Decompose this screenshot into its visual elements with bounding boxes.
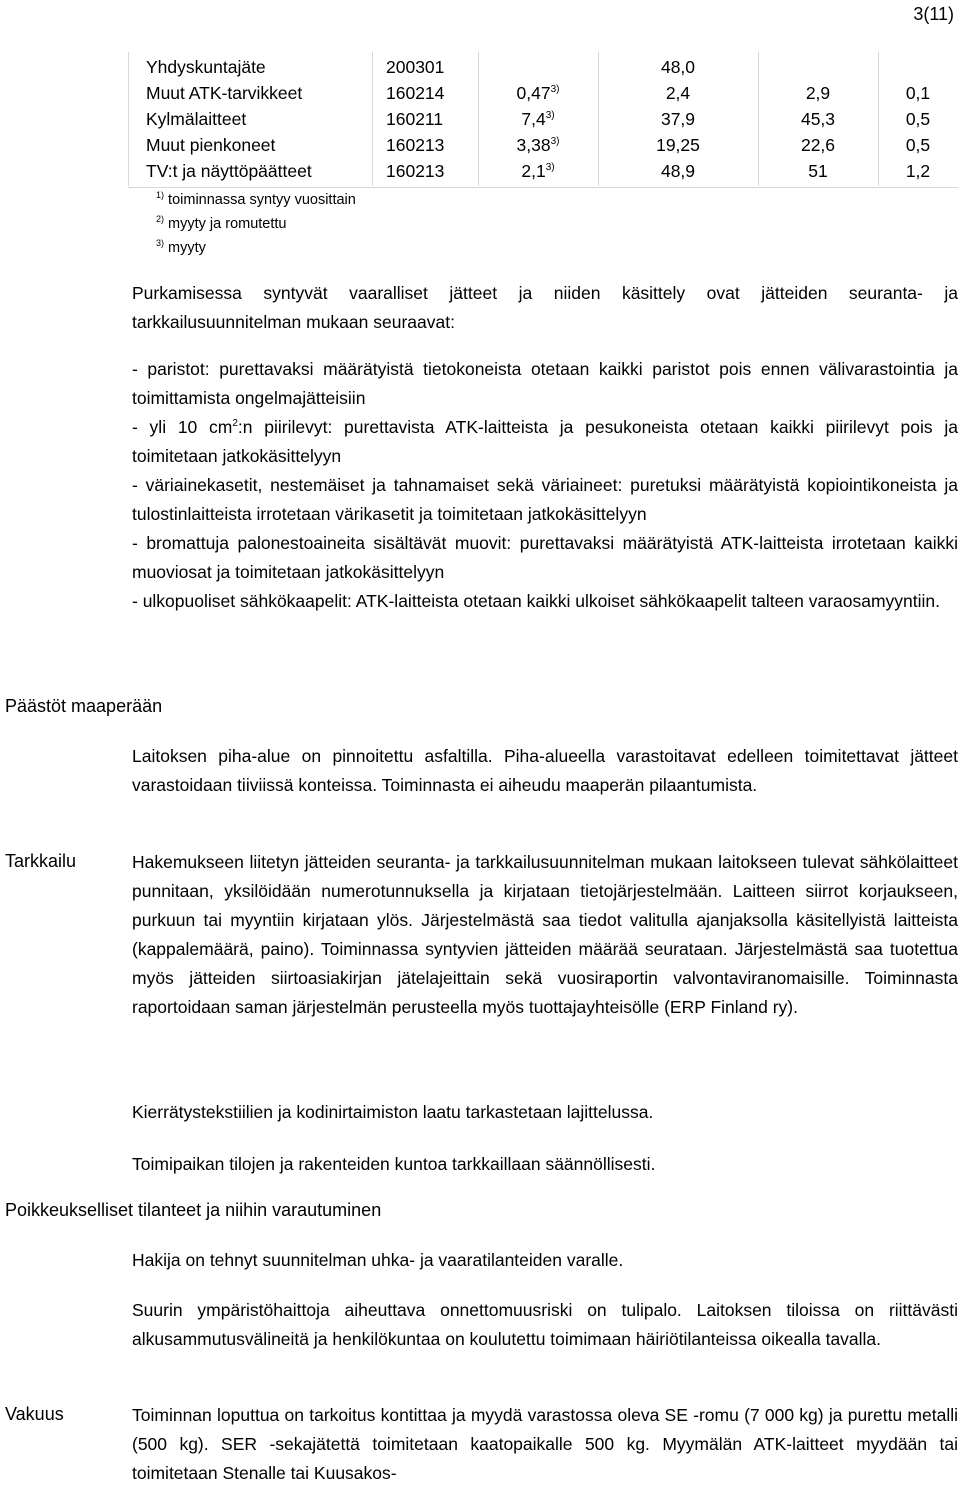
value-b: 37,9 (660, 109, 696, 129)
value-d: 0,5 (905, 135, 931, 155)
value-b: 19,25 (656, 135, 700, 155)
waste-code: 160213 (386, 161, 445, 181)
exceptional-paragraph: Hakija on tehnyt suunnitelman uhka- ja vaaratilanteiden varalle. (132, 1250, 624, 1270)
value-a: 3,38$^{3)}$ (516, 135, 560, 155)
value-d: 0,5 (905, 109, 931, 129)
section-heading-monitoring: Tarkkailu (5, 851, 77, 871)
value-b: 48,9 (660, 161, 696, 181)
table-footnotes (156, 188, 356, 260)
value-c: 45,3 (800, 109, 836, 129)
waste-name: Muut ATK-tarvikkeet (146, 83, 303, 103)
value-b: 2,4 (665, 83, 691, 103)
waste-name: TV:t ja näyttöpäätteet (146, 161, 312, 181)
value-c: 22,6 (800, 135, 836, 155)
value-a: 0,47$^{3)}$ (516, 83, 560, 103)
value-b: 48,0 (660, 57, 696, 77)
value-d: 1,2 (905, 161, 931, 181)
monitoring-paragraph: Hakemukseen liitetyn jätteiden seuranta- ja tarkkailusuunnitelman mukaan laitokseen tulevat sähkölaitteet punnitaan, yksilöidään numerotunnuksella ja kirjataan tietojärjestelmään. Laitteen siirrot korjaukseen, purkuun tai myyntiin kirjataan ylös. Järjestelmästä saa tiedot valitulla ajanjaksolla käsitellyistä laitteista (kappalemäärä, paino). Toiminnassa syntyvien jätteiden määrää seurataan. Järjestelmästä saa tuotettua myös jätteiden siirtoasiakirjan jätelajeittain sekä vuosiraportin valvontaviranomaisille. Toiminnasta raportoidaan saman järjestelmän perusteella myös tuottajayhteisölle (ERP Finland ry). (132, 852, 958, 1017)
section-heading-exceptional: Poikkeukselliset tilanteet ja niihin varautuminen (5, 1200, 382, 1220)
waste-code: 200301 (386, 57, 445, 77)
value-c: 51 (808, 161, 828, 181)
value-a: 7,4$^{3)}$ (521, 109, 555, 129)
waste-name: Yhdyskuntajäte (146, 57, 266, 77)
footnote: $^{2)}$ myyty ja romutettu (156, 214, 287, 232)
intro-paragraph: Purkamisessa syntyvät vaaralliset jätteet ja niiden käsittely ovat jätteiden seuranta- ja tarkkailusuunnitelman mukaan seuraavat: (132, 283, 958, 332)
footnote: $^{3)}$ myyty (156, 238, 206, 256)
list-item: - ulkopuoliset sähkökaapelit: ATK-laitteista otetaan kaikki ulkoiset sähkökaapelit talteen varaosamyyntiin. (132, 591, 941, 611)
section-heading-security: Vakuus (5, 1404, 64, 1424)
list-item: - bromattuja palonestoaineita sisältävät muovit: purettavaksi määrätyistä ATK-laitteista irrotetaan kaikki muoviosat ja toimitetaan jatkokäsittelyyn (132, 533, 958, 582)
waste-code: 160211 (386, 109, 444, 129)
monitoring-paragraph-2: Kierrätystekstiilien ja kodinirtaimiston laatu tarkastetaan lajittelussa. (132, 1102, 654, 1122)
value-d: 0,1 (905, 83, 931, 103)
value-c: 2,9 (805, 83, 831, 103)
section-heading-soil: Päästöt maaperään (5, 696, 163, 716)
hazardous-waste-list (132, 355, 958, 616)
soil-paragraph: Laitoksen piha-alue on pinnoitettu asfaltilla. Piha-alueella varastoitavat edelleen toimitettavat jätteet varastoidaan tiiviissä konteissa. Toiminnasta ei aiheudu maaperän pilaantumista. (132, 746, 958, 795)
table-row (128, 158, 958, 184)
footnote: $^{1)}$ toiminnassa syntyy vuosittain (156, 190, 356, 208)
table-row (128, 106, 958, 132)
table-row (128, 80, 958, 106)
waste-name: Kylmälaitteet (146, 109, 247, 129)
waste-code: 160213 (386, 135, 445, 155)
list-item: - yli 10 $cm^2:n$ piirilevyt: purettavista ATK-laitteista ja pesukoneista otetaan kaikki piirilevyt pois ja toimitetaan jatkokäsittelyyn (132, 417, 959, 466)
exceptional-paragraph-2: Suurin ympäristöhaittoja aiheuttava onnettomuusriski on tulipalo. Laitoksen tiloissa on riittävästi alkusammutusvälineitä ja henkilökuntaa on koulutettu toimimaan häiriötilanteissa oikealla tavalla. (132, 1300, 958, 1349)
security-paragraph: Toiminnan loputtua on tarkoitus kontittaa ja myydä varastossa oleva SE -romu (7 000 kg) ja purettu metalli (500 kg). SER -sekajätettä toimitetaan kaatopaikalle 500 kg. Myymälän ATK-laitteet myydään tai toimitetaan Stenalle tai Kuusakos- (132, 1405, 958, 1483)
waste-code: 160214 (386, 83, 445, 103)
value-a: 2,1$^{3)}$ (521, 161, 555, 181)
list-item: - paristot: purettavaksi määrätyistä tietokoneista otetaan kaikki paristot pois ennen välivarastointia ja toimittamista ongelmajätteisiin (132, 359, 958, 408)
table-row (128, 54, 958, 80)
waste-name: Muut pienkoneet (146, 135, 276, 155)
table-row (128, 132, 958, 158)
page-number: 3(11) (913, 4, 954, 24)
monitoring-paragraph-3: Toimipaikan tilojen ja rakenteiden kuntoa tarkkaillaan säännöllisesti. (132, 1154, 656, 1174)
list-item: - väriainekasetit, nestemäiset ja tahnamaiset sekä väriaineet: puretuksi määrätyistä kopiointikoneista ja tulostinlaitteista irrotetaan värikasetit ja toimitetaan jatkokäsittelyyn (132, 475, 958, 524)
